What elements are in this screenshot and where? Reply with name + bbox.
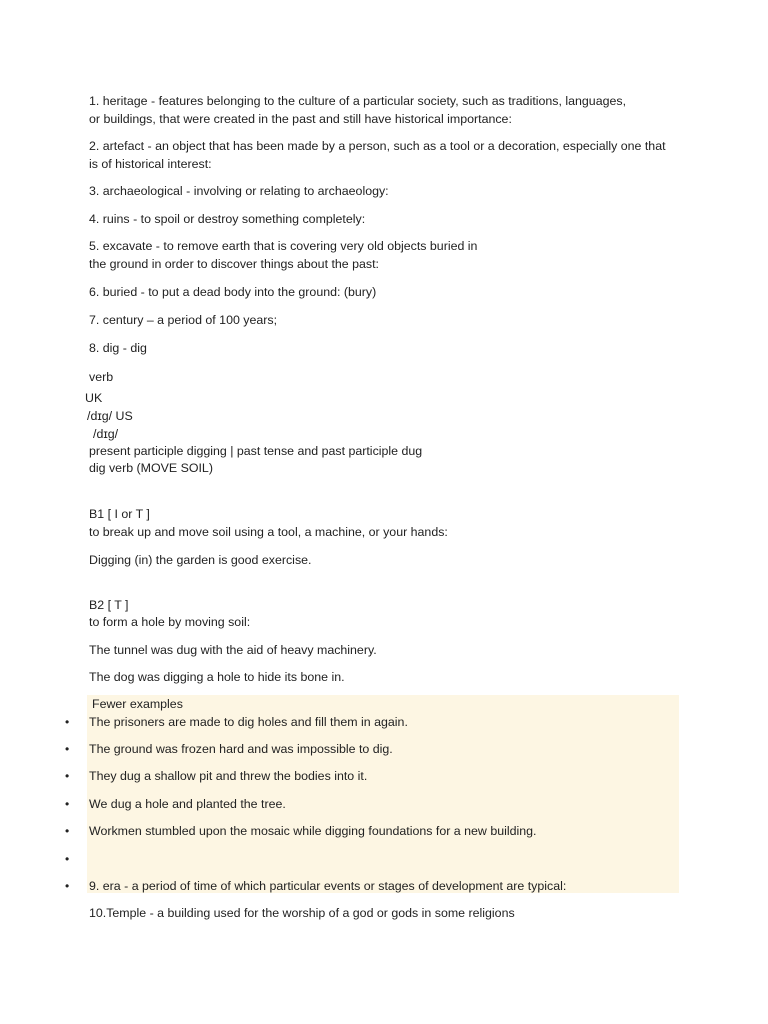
entry-era: 9. era - a period of time of which particular events or stages of development are typical: — [89, 879, 567, 893]
dig-part-of-speech: verb — [89, 370, 114, 384]
b1-level-label: B1 [ I or T ] — [89, 507, 150, 521]
dig-uk-pronunciation: /dɪɡ/ US — [87, 409, 133, 423]
entry-buried: 6. buried - to put a dead body into the ground: (bury) — [89, 285, 377, 299]
entry-excavate-line2: the ground in order to discover things about the past: — [89, 257, 379, 271]
b1-definition: to break up and move soil using a tool, a machine, or your hands: — [89, 525, 448, 539]
b2-example-2: The dog was digging a hole to hide its bone in. — [89, 670, 345, 684]
fewer-examples-toggle[interactable]: Fewer examples — [92, 697, 183, 711]
dig-verb-forms: present participle digging | past tense and past participle dug — [89, 444, 423, 458]
bullet-marker: • — [65, 797, 70, 811]
entry-temple: 10.Temple - a building used for the worship of a god or gods in some religions — [89, 906, 515, 920]
b2-definition: to form a hole by moving soil: — [89, 615, 251, 629]
entry-ruins: 4. ruins - to spoil or destroy something completely: — [89, 212, 366, 226]
b1-example: Digging (in) the garden is good exercise. — [89, 553, 312, 567]
entry-heritage-line2: or buildings, that were created in the past and still have historical importance: — [89, 112, 512, 126]
b2-example-1: The tunnel was dug with the aid of heavy machinery. — [89, 643, 377, 657]
bullet-marker: • — [65, 824, 70, 838]
entry-excavate-line1: 5. excavate - to remove earth that is covering very old objects buried in — [89, 239, 478, 253]
example-item: They dug a shallow pit and threw the bodies into it. — [89, 769, 368, 783]
bullet-marker: • — [65, 769, 70, 783]
bullet-marker: • — [65, 879, 70, 893]
entry-artefact-line1: 2. artefact - an object that has been made by a person, such as a tool or a decoration, especially one that — [89, 139, 666, 153]
bullet-marker: • — [65, 852, 70, 866]
entry-century: 7. century – a period of 100 years; — [89, 313, 278, 327]
dig-uk-label: UK — [85, 391, 103, 405]
example-item: The prisoners are made to dig holes and fill them in again. — [89, 715, 408, 729]
bullet-marker: • — [65, 715, 70, 729]
entry-archaeological: 3. archaeological - involving or relating to archaeology: — [89, 184, 389, 198]
example-item: We dug a hole and planted the tree. — [89, 797, 286, 811]
entry-heritage-line1: 1. heritage - features belonging to the culture of a particular society, such as traditions, languages, — [89, 94, 627, 108]
entry-dig: 8. dig - dig — [89, 341, 147, 355]
entry-artefact-line2: is of historical interest: — [89, 157, 212, 171]
b2-level-label: B2 [ T ] — [89, 598, 129, 612]
bullet-marker: • — [65, 742, 70, 756]
example-item: Workmen stumbled upon the mosaic while digging foundations for a new building. — [89, 824, 537, 838]
dig-sense-heading: dig verb (MOVE SOIL) — [89, 461, 213, 475]
example-item: The ground was frozen hard and was impossible to dig. — [89, 742, 393, 756]
dig-us-pronunciation: /dɪɡ/ — [93, 427, 119, 441]
